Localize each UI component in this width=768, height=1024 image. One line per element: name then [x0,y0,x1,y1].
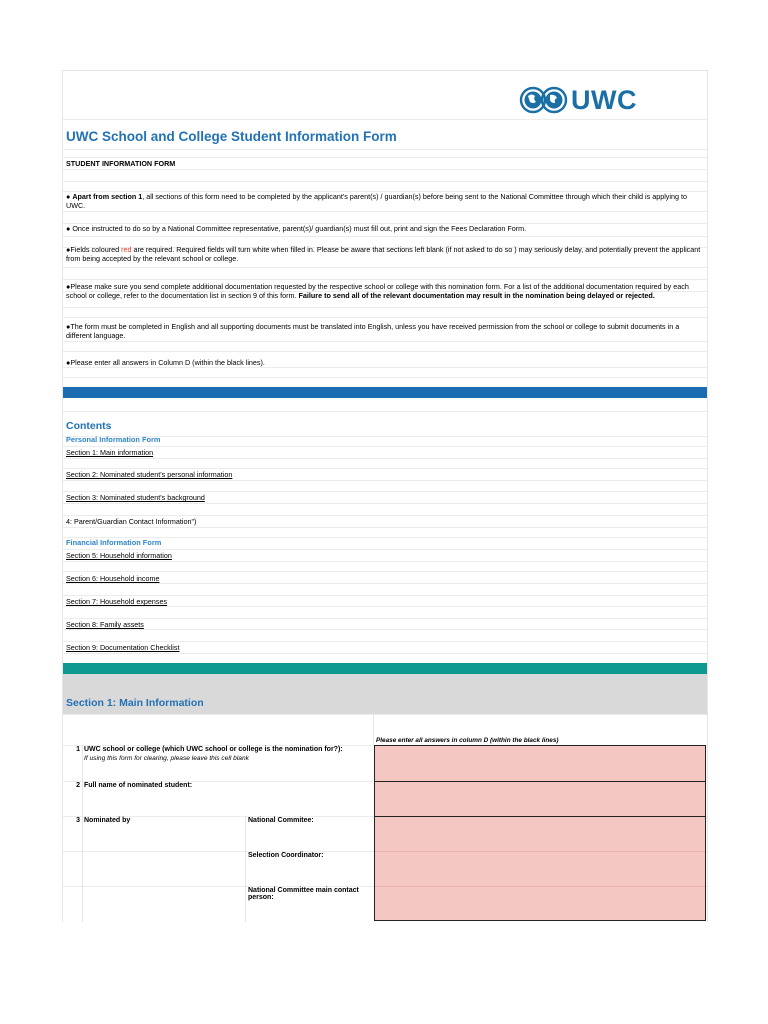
logo-wordmark: UWC [571,84,637,115]
link-section-2[interactable]: Section 2: Nominated student's personal information [66,470,233,479]
section-4-text: 4: Parent/Guardian Contact Information") [66,517,197,526]
q1-school-input[interactable] [375,746,705,781]
q1-number: 1 [76,746,80,753]
personal-info-heading: Personal Information Form [66,435,161,444]
link-section-9[interactable]: Section 9: Documentation Checklist [66,643,180,652]
form-title: UWC School and College Student Information Form [66,129,397,144]
teal-divider [63,663,707,674]
column-d-note: Please enter all answers in column D (within the black lines) [376,737,559,744]
q2-number: 2 [76,782,80,789]
link-section-1[interactable]: Section 1: Main information [66,448,154,457]
link-section-7[interactable]: Section 7: Household expenses [66,597,168,606]
form-subtitle: STUDENT INFORMATION FORM [66,159,176,168]
instruction-2: ● Once instructed to do so by a National Committee representative, parent(s)/ guardian(s) must fill out, print and sign the Fees Declaration Form. [66,224,527,233]
financial-info-heading: Financial Information Form [66,538,162,547]
q3-national-committee-label: National Commitee: [248,817,314,824]
uwc-logo [519,83,637,117]
q1-hint: If using this form for clearing, please leave this cell blank [84,755,249,762]
blue-divider [63,387,707,398]
q3-main-contact-label: National Committee main contact person: [248,887,359,901]
q1-label: UWC school or college (which UWC school or college is the nomination for?): [84,746,343,753]
q3-main-contact-input[interactable] [375,887,705,920]
column-d-input-area [374,745,706,921]
instruction-4: ●Please make sure you send complete additional documentation requested by the respective school or college with this nomination form. For a list of the additional documentation required by each school or college, refer to the documentation list in section 9 of this form. Failure to send all of the relevant documentation may result in the nomination being delayed or rejected. [66,282,689,300]
section-1-heading: Section 1: Main Information [66,697,204,709]
link-section-6[interactable]: Section 6: Household income [66,574,160,583]
instruction-3: ●Fields coloured red are required. Required fields will turn white when filled in. Please be aware that sections left blank (if not asked to do so ) may seriously delay, and potentially prevent the applicant from being accepted by the relevant school or college. [66,245,701,263]
spreadsheet-page [62,70,708,922]
globe-icon [519,85,569,115]
link-section-5[interactable]: Section 5: Household information [66,551,172,560]
instruction-5: ●The form must be completed in English and all supporting documents must be translated into English, unless you have received permission from the school or college to submit documents in a different language. [66,322,680,340]
q3-number: 3 [76,817,80,824]
q2-full-name-input[interactable] [375,782,705,816]
q2-label: Full name of nominated student: [84,782,193,789]
q3-label: Nominated by [84,817,131,824]
q3-selection-coordinator-input[interactable] [375,852,705,886]
instruction-6: ●Please enter all answers in Column D (within the black lines). [66,358,265,367]
link-section-8[interactable]: Section 8: Family assets [66,620,144,629]
contents-heading: Contents [66,420,112,432]
link-section-3[interactable]: Section 3: Nominated student's background [66,493,205,502]
instruction-1: ● Apart from section 1, all sections of this form need to be completed by the applicant's parent(s) / guardian(s) before being sent to the National Committee through which their child is applying to UWC. [66,192,687,210]
q3-selection-coordinator-label: Selection Coordinator: [248,852,324,859]
q3-national-committee-input[interactable] [375,817,705,851]
